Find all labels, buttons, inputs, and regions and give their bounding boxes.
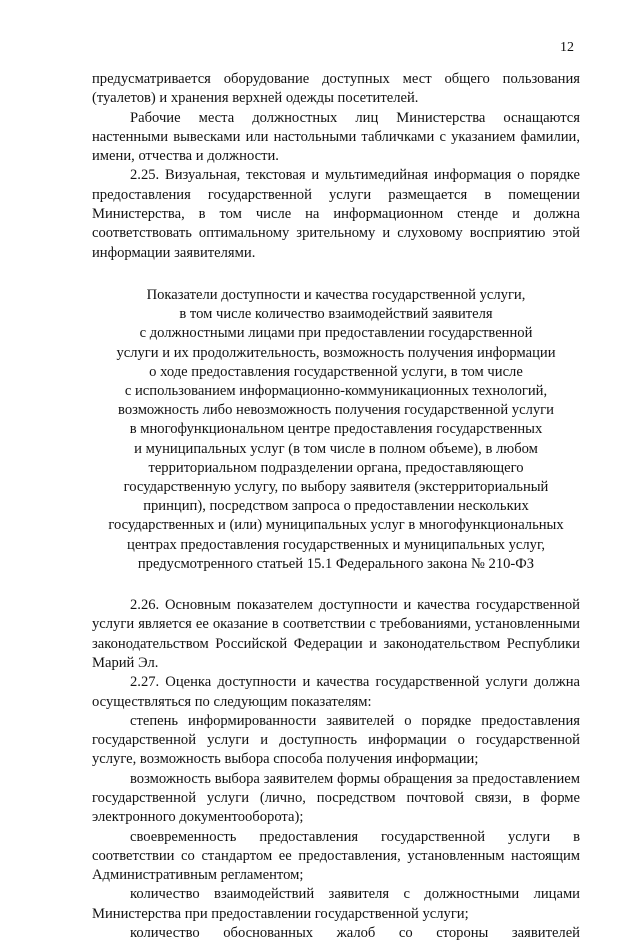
page-number: 12 <box>560 40 574 55</box>
heading-line: в многофункциональном центре предоставления государственных <box>129 421 543 438</box>
heading-line: государственную услугу, по выбору заявителя (экстерриториальный <box>123 479 549 495</box>
heading-line: возможность либо невозможность получения государственной услуги <box>118 402 554 419</box>
paragraph-2-26: 2.26. Основным показателем доступности и качества государственной услуги является ее оказание в соответствии с требованиями, установленными законодательством Российской Федерации и законодательством Республики Марий Эл. <box>92 597 580 671</box>
heading-line: в том числе количество взаимодействий заявителя <box>179 306 493 323</box>
paragraph-2-25: 2.25. Визуальная, текстовая и мультимедийная информация о порядке предоставления государственной услуги размещается в помещении Министерства, в том числе на информационном стенде и должна соответствовать оптимальному зрительному и слуховому восприятию этой информации заявителями. <box>92 167 580 261</box>
heading-line: центрах предоставления государственных и муниципальных услуг, <box>127 536 545 553</box>
criterion-informedness: степень информированности заявителей о порядке предоставления государственной услуги и доступность информации о государственной услуге, возможность выбора способа получения информации; <box>92 712 580 768</box>
heading-line: Показатели доступности и качества государственной услуги, <box>146 286 526 303</box>
paragraph-2-27: 2.27. Оценка доступности и качества государственной услуги должна осуществляться по следующим показателям: <box>92 674 580 710</box>
criterion-interactions: количество взаимодействий заявителя с должностными лицами Министерства при предоставлении государственной услуги; <box>92 886 580 922</box>
heading-line: территориальном подразделении органа, предоставляющего <box>148 459 524 476</box>
heading-line: государственных и (или) муниципальных услуг в многофункциональных <box>108 517 564 534</box>
criterion-choice-of-form: возможность выбора заявителем формы обращения за предоставлением государственной услуги (лично, посредством почтовой связи, в форме электронного документооборота); <box>92 770 580 826</box>
paragraph-continuation: предусматривается оборудование доступных мест общего пользования (туалетов) и хранения верхней одежды посетителей. <box>92 71 580 107</box>
heading-line: предусмотренного статьей 15.1 Федерального закона № 210-ФЗ <box>137 555 535 572</box>
document-body <box>92 70 580 943</box>
heading-line: услуги и их продолжительность, возможность получения информации <box>116 344 556 361</box>
heading-line: принцип), посредством запроса о предоставлении нескольких <box>143 498 529 515</box>
heading-line: с должностными лицами при предоставлении государственной <box>139 325 533 342</box>
section-heading <box>92 286 580 574</box>
heading-line: и муниципальных услуг (в том числе в полном объеме), в любом <box>134 440 538 457</box>
paragraph-workplaces: Рабочие места должностных лиц Министерства оснащаются настенными вывесками или настольными табличками с указанием фамилии, имени, отчества и должности. <box>92 109 580 165</box>
heading-line: о ходе предоставления государственной услуги, в том числе <box>149 363 523 380</box>
criterion-complaints: количество обоснованных жалоб со стороны заявителей <box>130 925 580 942</box>
criterion-timeliness: своевременность предоставления государственной услуги в соответствии со стандартом ее предоставления, установленным настоящим Административным регламентом; <box>92 828 580 884</box>
heading-line: с использованием информационно-коммуникационных технологий, <box>124 382 548 399</box>
